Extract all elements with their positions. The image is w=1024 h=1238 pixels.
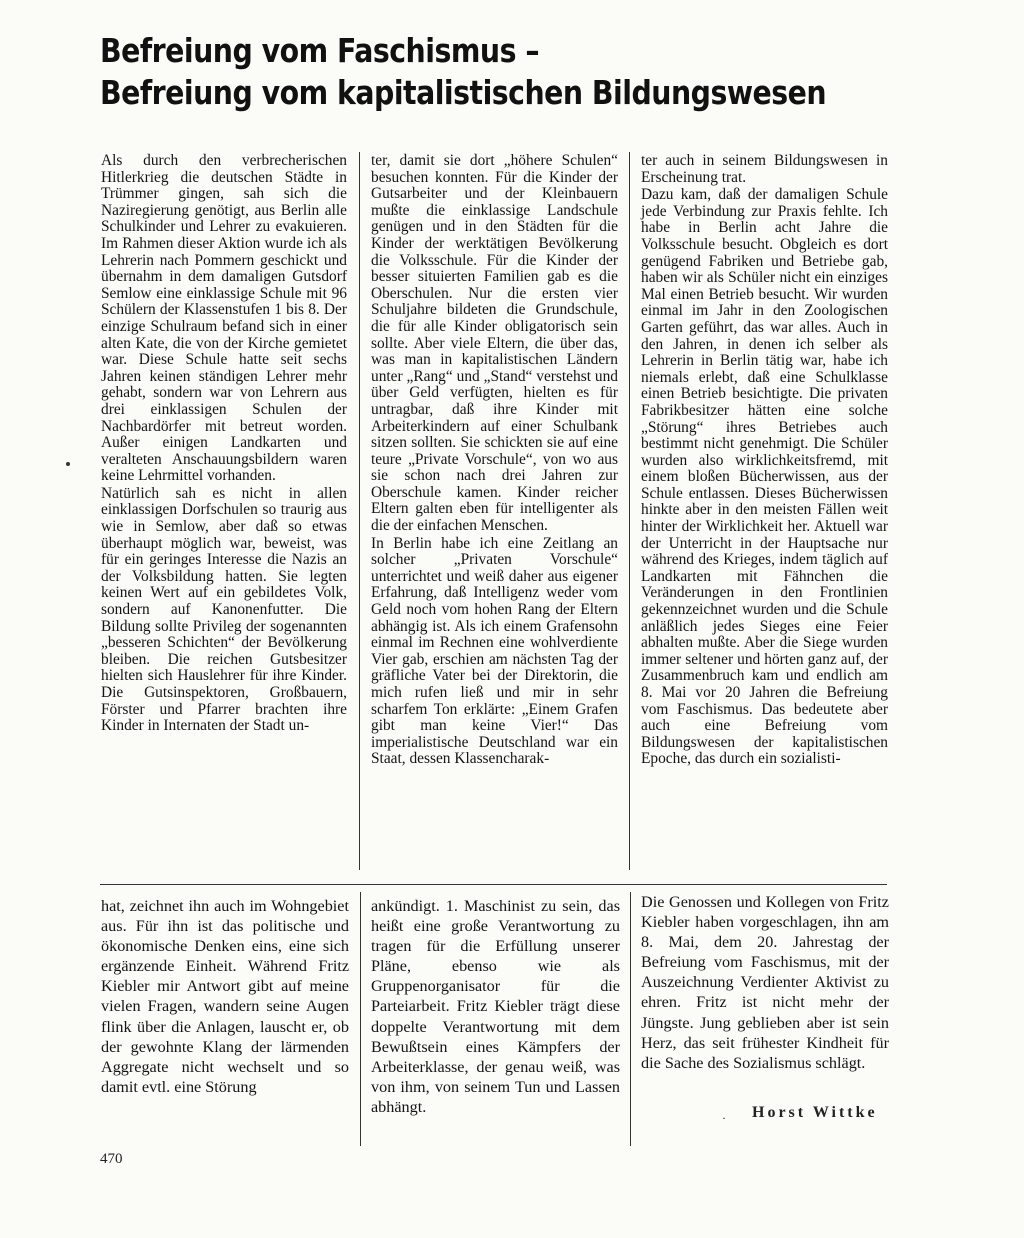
paragraph: In Berlin habe ich eine Zeitlang an solcher „Privaten Vorschule“ unterrichtet und weiß daher aus eigener Erfahrung, daß Intelligenz weder vom Geld noch vom hohen Rang der Eltern abhängig ist. Als ich einem Grafensohn einmal im Rechnen eine wohlverdiente Vier gab, erschien am nächsten Tag der gräfliche Vater bei der Direktorin, die mich rufen ließ und mir in sehr scharfem Ton erklärte: „Einem Grafen gibt man keine Vier!“ Das imperialistische Deutschland war ein Staat, dessen Klassencharak- [371, 534, 618, 768]
bottom-column-2 [371, 896, 620, 1117]
paragraph: Die Genossen und Kollegen von Fritz Kiebler haben vorgeschlagen, ihn am 8. Mai, dem 20. Jahrestag der Befreiung vom Faschismus, mit der Auszeichnung Verdienter Aktivist zu ehren. Fritz ist nicht mehr der Jüngste. Jung geblieben aber ist sein Herz, das seit frühester Kindheit für die Sache des Sozialismus schlägt. [641, 893, 889, 1072]
paragraph: Als durch den verbrecherischen Hitlerkrieg die deutschen Städte in Trümmer gingen, sah sich die Naziregierung genötigt, aus Berlin alle Schulkinder und Lehrer zu evakuieren. Im Rahmen dieser Aktion wurde ich als Lehrerin nach Pommern geschickt und übernahm in dem damaligen Gutsdorf Semlow eine einklassige Schule mit 96 Schülern der Klassenstufen 1 bis 8. Der einzige Schulraum befand sich in einer alten Kate, die von der Kirche gemietet war. Diese Schule hatte seit sechs Jahren keinen ständigen Lehrer mehr gehabt, sondern war von Lehrern aus drei einklassigen Schulen der Nachbardörfer mit betreut worden. Außer einigen Landkarten und veralteten Anschauungsbildern waren keine Lehrmittel vorhanden. [101, 152, 347, 485]
top-column-1 [101, 153, 347, 735]
signature-dot: · [722, 1111, 726, 1125]
paragraph: ter auch in seinem Bildungswesen in Erscheinung trat. [641, 152, 888, 186]
paragraph: ankündigt. 1. Maschinist zu sein, das heißt eine große Verantwortung zu tragen für die Erfüllung unserer Pläne, ebenso wie als Gruppenorganisator für die Parteiarbeit. Fritz Kiebler trägt diese doppelte Verantwortung mit dem Bewußtsein eines Kämpfers der Arbeiterklasse, der genau weiß, was von ihm, von seinem Tun und Lassen abhängt. [371, 897, 620, 1116]
print-speck [66, 462, 70, 466]
bottom-column-1 [101, 896, 349, 1097]
column-rule [630, 892, 631, 1146]
paragraph: hat, zeichnet ihn auch im Wohngebiet aus. Für ihn ist das politische und ökonomische Denken eins, eine sich ergänzende Einheit. Während Fritz Kiebler mir Antwort gibt auf meine vielen Fragen, wandern seine Augen flink über die Anlagen, lauscht er, ob der gewohnte Klang der lärmenden Aggregate nicht wechselt und so damit evtl. eine Störung [101, 897, 349, 1096]
headline [100, 30, 857, 114]
column-rule [629, 152, 630, 870]
author-signature: Horst Wittke [752, 1104, 878, 1121]
paragraph: Dazu kam, daß der damaligen Schule jede Verbindung zur Praxis fehlte. Ich habe in Berlin acht Jahre die Volksschule besucht. Obgleich es dort genügend Fabriken und Betriebe gab, haben wir als Schüler nicht ein einziges Mal einen Betrieb besucht. Wir wurden einmal im Jahr in den Zoologischen Garten geführt, das war alles. Auch in den Jahren, in denen ich selber als Lehrerin in Berlin tätig war, habe ich niemals erlebt, daß eine Schulklasse einen Betrieb besichtigte. Die privaten Fabrikbesitzer hätten eine solche „Störung“ ihres Betriebes auch bestimmt nicht genehmigt. Die Schüler wurden also wirklichkeitsfremd, mit einem bloßen Bücherwissen, aus der Schule entlassen. Dieses Bücherwissen hinkte aber in den meisten Fällen weit hinter der Wirklichkeit her. Aktuell war der Unterricht in der Hauptsache nur während des Krieges, indem täglich auf Landkarten mit Fähnchen die Veränderungen in den Frontlinien gekennzeichnet wurden und die Schule anläßlich jedes Sieges eine Feier abhalten mußte. Aber die Siege wurden immer seltener und hörten ganz auf, der Zusammenbruch kam und endlich am 8. Mai vor 20 Jahren die Befreiung vom Faschismus. Das bedeutete aber auch eine Befreiung vom Bildungswesen der kapitalistischen Epoche, das durch ein sozialisti- [641, 186, 888, 768]
top-column-2 [371, 153, 618, 768]
paragraph: ter, damit sie dort „höhere Schulen“ besuchen konnten. Für die Kinder der Gutsarbeiter und der Kleinbauern mußte die einklassige Landschule genügen und in den Städten für die Kinder der werktätigen Bevölkerung die Volksschule. Für die Kinder der besser situierten Familien gab es die Oberschulen. Nur die ersten vier Schuljahre bildeten die Grundschule, die für alle Kinder obligatorisch sein sollte. Aber viele Eltern, die über das, was man in kapitalistischen Ländern unter „Rang“ und „Stand“ verstehst und über Geld verfügten, hielten es für untragbar, daß ihre Kinder mit Arbeiterkindern auf einer Schulbank sitzen sollten. Sie schickten sie auf eine teure „Private Vorschule“, von wo aus sie schon nach drei Jahren zur Oberschule kamen. Kinder reicher Eltern galten eben für intelligenter als die der einfachen Menschen. [371, 152, 618, 535]
column-rule [360, 892, 361, 1146]
column-rule [359, 152, 360, 870]
paragraph: Natürlich sah es nicht in allen einklassigen Dorfschulen so traurig aus wie in Semlow, aber daß so etwas überhaupt möglich war, beweist, was für ein geringes Interesse die Nazis an der Volksbildung hatten. Sie legten keinen Wert auf ein gebildetes Volk, sondern auf Kanonenfutter. Die Bildung sollte Privileg der sogenannten „besseren Schichten“ der Bevölkerung bleiben. Die reichen Gutsbesitzer hielten sich Hauslehrer für ihre Kinder. Die Gutsinspektoren, Großbauern, Förster und Pfarrer brachten ihre Kinder in Internaten der Stadt un- [101, 484, 347, 735]
section-rule [100, 884, 887, 885]
headline-line-1: Befreiung vom Faschismus – [100, 31, 539, 70]
headline-line-2: Befreiung vom kapitalistischen Bildungswesen [100, 73, 827, 112]
page-number: 470 [100, 1151, 123, 1167]
top-column-3 [641, 153, 888, 768]
bottom-column-3 [641, 892, 889, 1073]
